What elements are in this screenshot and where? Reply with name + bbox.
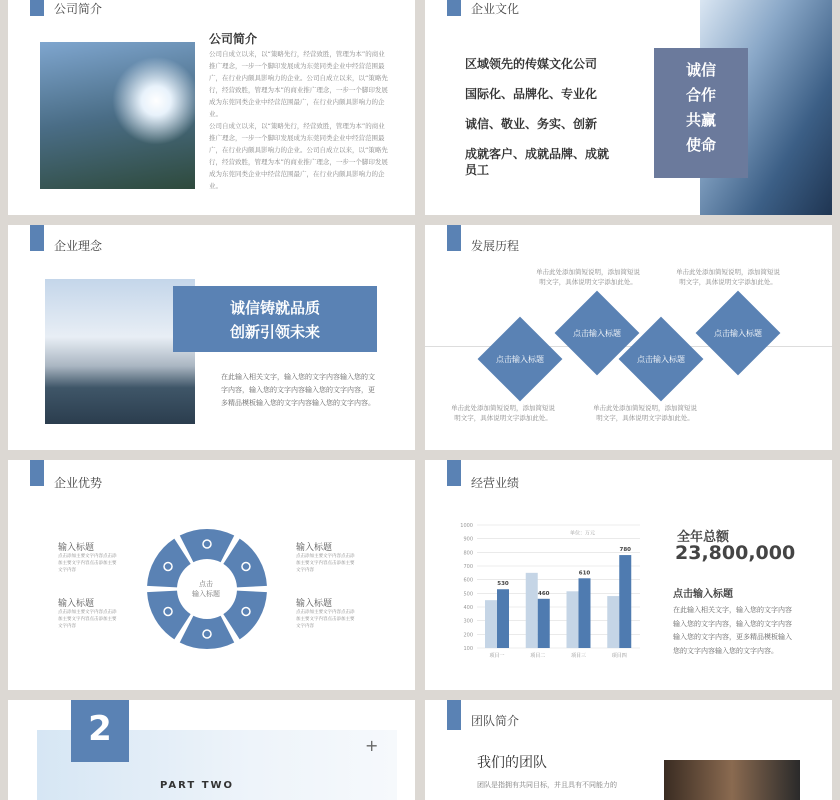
data-label: 460 — [538, 590, 550, 597]
plus-icon[interactable]: + — [365, 736, 379, 755]
heading: 公司简介 — [209, 32, 258, 46]
item-text: 点击添加主要文字内容点击添加主要文字内容点击添加主要文字内容 — [296, 554, 355, 573]
bar — [619, 555, 631, 648]
title-tag — [447, 460, 461, 486]
team-heading: 我们的团队 — [477, 755, 547, 771]
body-text: 在此输入相关文字，输入您的文字内容输入您的文字内容，输入您的文字内容输入您的文字内容，更多精品模板输入您的文字内容输入您的文字内容。 — [221, 373, 375, 407]
data-label: 780 — [619, 547, 631, 554]
slide-title: 发展历程 — [471, 239, 520, 253]
culture-line: 诚信、敬业、务实、创新 — [465, 117, 598, 131]
slide-title: 公司简介 — [54, 2, 103, 16]
y-tick-label: 600 — [463, 577, 473, 584]
y-tick-label: 700 — [463, 564, 473, 570]
bar — [567, 591, 579, 648]
x-tick-label: 项目三 — [570, 653, 587, 659]
banner-line: 创新引领未来 — [229, 323, 320, 341]
y-tick-label: 400 — [463, 605, 473, 611]
node-desc: 单击此处添加简短说明，添加简短说明文字，具体说明文字添加此处。 — [593, 404, 697, 422]
box-line: 共赢 — [685, 111, 716, 129]
slide-advantages[interactable] — [8, 460, 415, 690]
box-vertical — [654, 48, 748, 178]
x-tick-label: 项目一 — [489, 653, 505, 659]
node-desc: 单击此处添加简短说明，添加简短说明文字，具体说明文字添加此处。 — [676, 268, 780, 286]
item-text: 点击添加主要文字内容点击添加主要文字内容点击添加主要文字内容 — [58, 610, 117, 629]
y-tick-label: 1000 — [460, 523, 473, 529]
item — [58, 540, 118, 574]
slide-company-intro[interactable] — [8, 0, 415, 215]
title-tag — [447, 0, 461, 16]
bar — [485, 600, 497, 648]
item-text: 点击添加主要文字内容点击添加主要文字内容点击添加主要文字内容 — [58, 554, 117, 573]
title-tag — [447, 700, 461, 730]
slide-history[interactable] — [425, 225, 832, 450]
y-tick-label: 300 — [463, 618, 473, 625]
item-title: 输入标题 — [58, 543, 95, 553]
x-tick-label: 项目四 — [611, 653, 627, 659]
total-label: 全年总额 — [677, 530, 730, 545]
slide-culture[interactable] — [425, 0, 832, 215]
paragraph: 公司自成立以来，以“策略先行，经营致胜，管理为本”的商业推广理念，一步一个脚印发展成为东莞同类企业中经营范围最广，在行业内颇具影响力的企业。公司自成立以来，以“策略先行，经营致胜，管理为本”的商业推广理念，一步一个脚印发展成为东莞同类企业中经营范围最广，在行业内颇具影响力的企业。 — [209, 50, 388, 118]
culture-list — [465, 56, 617, 178]
node-label: 点击输入标题 — [714, 329, 762, 338]
culture-line: 国际化、品牌化、专业化 — [465, 87, 598, 101]
y-tick-label: 900 — [463, 536, 473, 543]
ring-segment[interactable] — [180, 529, 234, 562]
item-title: 输入标题 — [58, 599, 95, 609]
title-tag — [30, 225, 44, 251]
slide-title: 团队简介 — [471, 714, 520, 728]
banner-line: 诚信铸就品质 — [229, 299, 320, 317]
slide-performance[interactable] — [425, 460, 832, 690]
y-tick-label: 200 — [463, 632, 473, 639]
center-label: 点击 输入标题 — [192, 580, 220, 598]
node-label: 点击输入标题 — [637, 355, 685, 364]
team-text: 团队是指拥有共同目标，并且具有不同能力的 — [477, 781, 617, 789]
bar — [538, 599, 550, 648]
y-tick-label: 800 — [463, 550, 473, 557]
x-tick-label: 项目二 — [530, 653, 546, 659]
bar-chart — [455, 520, 645, 665]
part-number: 2 — [71, 700, 129, 762]
slide-title: 经营业绩 — [471, 476, 520, 490]
banner — [173, 286, 377, 352]
title-tag — [30, 460, 44, 486]
item — [296, 540, 356, 574]
slide-title: 企业优势 — [54, 476, 103, 490]
skyscraper-photo — [40, 42, 195, 189]
bar — [579, 578, 591, 648]
y-tick-label: 100 — [463, 646, 473, 652]
culture-line: 区域领先的传媒文化公司 — [465, 57, 598, 71]
node-label: 点击输入标题 — [496, 355, 544, 364]
slide-title: 企业文化 — [471, 2, 520, 16]
item-title: 输入标题 — [296, 543, 333, 553]
team-photo — [664, 760, 800, 800]
node-desc: 单击此处添加简短说明，添加简短说明文字，具体说明文字添加此处。 — [536, 268, 640, 286]
y-tick-label: 500 — [463, 591, 473, 598]
data-label: 530 — [497, 581, 509, 588]
item — [296, 596, 356, 630]
bar — [526, 573, 538, 648]
culture-line: 成就客户、成就品牌、成就员工 — [465, 147, 610, 177]
part-label: PART TWO — [160, 780, 235, 791]
body-text: 在此输入相关文字，输入您的文字内容输入您的文字内容，输入您的文字内容输入您的文字内容，更多精品模板输入您的文字内容输入您的文字内容。 — [673, 606, 792, 655]
node-label: 点击输入标题 — [573, 329, 621, 338]
title-tag — [447, 225, 461, 251]
unit-label: 单位：万元 — [570, 530, 596, 537]
paragraph: 公司自成立以来，以“策略先行，经营致胜，管理为本”的商业推广理念，一步一个脚印发展成为东莞同类企业中经营范围最广，在行业内颇具影响力的企业。公司自成立以来，以“策略先行，经营致胜，管理为本”的商业推广理念，一步一个脚印发展成为东莞同类企业中经营范围最广，在行业内颇具影响力的企业。 — [209, 122, 388, 190]
slide-team[interactable] — [425, 700, 832, 800]
item-title: 输入标题 — [296, 599, 333, 609]
total-value: 23,800,000 — [675, 542, 796, 564]
slide-part-two[interactable] — [8, 700, 415, 800]
item — [58, 596, 118, 630]
bar — [607, 596, 619, 648]
item-text: 点击添加主要文字内容点击添加主要文字内容点击添加主要文字内容 — [296, 610, 355, 629]
slide-philosophy[interactable] — [8, 225, 415, 450]
ring-segment[interactable] — [180, 616, 234, 649]
slide-title: 企业理念 — [54, 239, 103, 253]
node-desc: 单击此处添加简短说明，添加简短说明文字，具体说明文字添加此处。 — [451, 404, 555, 422]
timeline-line — [425, 346, 832, 347]
box-line: 使命 — [685, 136, 716, 154]
subhead: 点击输入标题 — [673, 589, 733, 600]
box-line: 诚信 — [685, 61, 716, 79]
title-tag — [30, 0, 44, 16]
bar — [497, 589, 509, 648]
data-label: 610 — [578, 570, 591, 577]
box-line: 合作 — [685, 86, 716, 104]
